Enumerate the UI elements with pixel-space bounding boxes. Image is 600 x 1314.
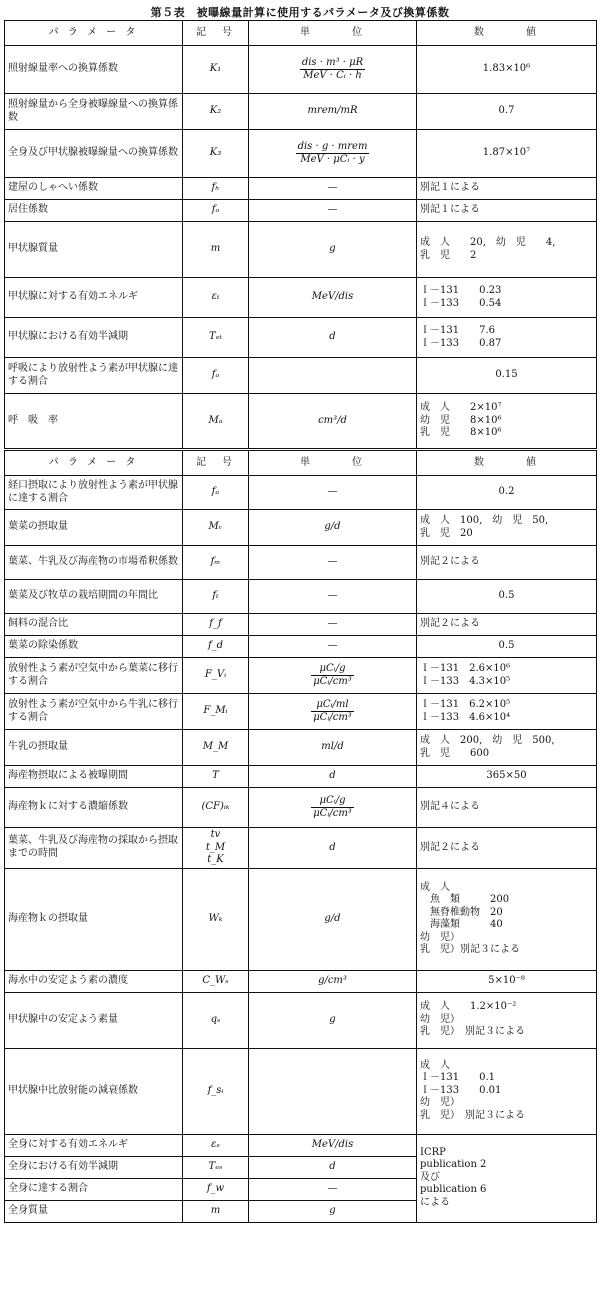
value-cell: 365×50: [417, 766, 597, 788]
header-unit: 単 位: [249, 21, 417, 46]
table-row: [5, 788, 597, 828]
value-cell: 別記２による: [417, 614, 597, 636]
symbol-cell: εₛ: [183, 1134, 249, 1156]
unit-numerator: μCᵢ/g: [311, 663, 354, 677]
value-cell: Ｉ－131 2.6×10⁶ Ｉ－133 4.3×10⁵: [417, 658, 597, 694]
value-cell: 成 人 2×10⁷ 幼 児 8×10⁶ 乳 児 8×10⁶: [417, 394, 597, 450]
param-name: 全身に達する割合: [5, 1178, 183, 1200]
value-cell: 5×10⁻⁸: [417, 970, 597, 992]
param-name: 居住係数: [5, 200, 183, 222]
unit-text: cm³/d: [318, 414, 347, 426]
table-row: [5, 730, 597, 766]
param-name: 経口摂取により放射性よう素が甲状腺に達する割合: [5, 476, 183, 510]
header-param: パ ラ メ ー タ: [5, 450, 183, 476]
unit-denominator: μCᵢ/cm³: [313, 712, 352, 723]
symbol-cell: f_sᵢ: [183, 1048, 249, 1134]
table-row: [5, 278, 597, 318]
header-unit: 単 位: [249, 450, 417, 476]
symbol-cell: fₘ: [183, 546, 249, 580]
unit-fraction: [296, 141, 370, 167]
table-row: [5, 546, 597, 580]
unit-cell: [249, 580, 417, 614]
unit-text: g: [329, 243, 336, 255]
symbol-cell: f_d: [183, 636, 249, 658]
param-name: 飼料の混合比: [5, 614, 183, 636]
symbol-cell: f_f: [183, 614, 249, 636]
unit-text: —: [327, 590, 338, 602]
value-cell: 別記１による: [417, 178, 597, 200]
unit-text: —: [327, 204, 338, 216]
header-row: [5, 21, 597, 46]
unit-text: g: [329, 1204, 336, 1216]
unit-cell: [249, 970, 417, 992]
unit-cell: [249, 476, 417, 510]
value-cell: 成 人 魚 類 200 無脊椎動物 20 海藻類 40 幼 児） 乳 児）別記３による: [417, 868, 597, 970]
table-row: [5, 868, 597, 970]
unit-fraction: [311, 699, 354, 725]
unit-text: —: [327, 1182, 338, 1194]
value-cell: 1.83×10⁶: [417, 46, 597, 94]
header-row-2: [5, 450, 597, 476]
symbol-cell: fₐ: [183, 358, 249, 394]
unit-cell: [249, 318, 417, 358]
param-name: 全身に対する有効エネルギ: [5, 1134, 183, 1156]
unit-text: d: [329, 841, 336, 853]
unit-text: d: [329, 770, 336, 782]
table-row: [5, 46, 597, 94]
unit-cell: [249, 46, 417, 94]
unit-cell: [249, 730, 417, 766]
value-cell: 0.5: [417, 636, 597, 658]
symbol-cell: Tₑₜ: [183, 318, 249, 358]
unit-cell: [249, 178, 417, 200]
unit-text: —: [327, 556, 338, 568]
unit-text: —: [327, 640, 338, 652]
header-value: 数 値: [417, 21, 597, 46]
unit-numerator: dis · g · mrem: [296, 141, 370, 155]
table-row: [5, 510, 597, 546]
symbol-cell: K₂: [183, 94, 249, 130]
unit-denominator: μCᵢ/cm³: [313, 808, 352, 819]
unit-cell: [249, 1156, 417, 1178]
unit-text: —: [327, 182, 338, 194]
unit-cell: [249, 658, 417, 694]
symbol-cell: f_w: [183, 1178, 249, 1200]
symbol-cell: fᵤ: [183, 476, 249, 510]
unit-numerator: dis · m³ · μR: [300, 57, 365, 71]
table-row: [5, 970, 597, 992]
unit-denominator: MeV · μCᵢ · y: [300, 154, 365, 165]
unit-text: MeV/dis: [311, 291, 354, 303]
symbol-cell: F_Mᵢ: [183, 694, 249, 730]
unit-denominator: μCᵢ/cm³: [313, 676, 352, 687]
header-symbol: 記 号: [183, 21, 249, 46]
param-name: 放射性よう素が空気中から牛乳に移行する割合: [5, 694, 183, 730]
symbol-cell: fₒ: [183, 200, 249, 222]
param-name: 甲状腺中比放射能の減衰係数: [5, 1048, 183, 1134]
table-row: [5, 200, 597, 222]
table-row: [5, 358, 597, 394]
unit-text: g/d: [324, 912, 341, 924]
param-name: 葉菜、牛乳及び海産物の市場希釈係数: [5, 546, 183, 580]
param-name: 葉菜及び牧草の栽培期間の年間比: [5, 580, 183, 614]
table-row: [5, 580, 597, 614]
param-name: 照射線量から全身被曝線量への換算係数: [5, 94, 183, 130]
value-cell: 0.5: [417, 580, 597, 614]
param-name: 甲状腺に対する有効エネルギ: [5, 278, 183, 318]
param-name: 海産物ｋの摂取量: [5, 868, 183, 970]
table-row: [5, 130, 597, 178]
symbol-cell: fₜ: [183, 580, 249, 614]
table-row: [5, 1134, 597, 1156]
header-param: パ ラ メ ー タ: [5, 21, 183, 46]
table-row: [5, 658, 597, 694]
unit-cell: [249, 1048, 417, 1134]
param-name: 照射線量率への換算係数: [5, 46, 183, 94]
table-row: [5, 1048, 597, 1134]
param-name: 葉菜、牛乳及び海産物の採取から摂取までの時間: [5, 828, 183, 869]
value-cell: Ｉ－131 6.2×10⁵ Ｉ－133 4.6×10⁴: [417, 694, 597, 730]
unit-fraction: [300, 57, 365, 83]
unit-cell: [249, 546, 417, 580]
table-row: [5, 614, 597, 636]
parameter-table: [4, 20, 597, 1223]
table-row: [5, 694, 597, 730]
symbol-cell: Mᵥ: [183, 510, 249, 546]
param-name: 建屋のしゃへい係数: [5, 178, 183, 200]
table-row: [5, 178, 597, 200]
value-cell: 成 人 Ｉ－131 0.1 Ｉ－133 0.01 幼 児） 乳 児） 別記３による: [417, 1048, 597, 1134]
value-cell: 0.15: [417, 358, 597, 394]
unit-cell: [249, 614, 417, 636]
symbol-cell: tv t_M t_K: [183, 828, 249, 869]
unit-cell: [249, 1178, 417, 1200]
value-cell: 成 人 200, 幼 児 500, 乳 児 600: [417, 730, 597, 766]
value-cell: 成 人 20, 幼 児 4, 乳 児 2: [417, 222, 597, 278]
table-row: [5, 476, 597, 510]
table-row: [5, 766, 597, 788]
param-name: 甲状腺中の安定よう素量: [5, 992, 183, 1048]
unit-text: g/cm³: [318, 974, 347, 986]
unit-cell: [249, 828, 417, 869]
table-row: [5, 828, 597, 869]
value-cell: 別記２による: [417, 546, 597, 580]
value-cell: 成 人 100, 幼 児 50, 乳 児 20: [417, 510, 597, 546]
value-cell: 別記１による: [417, 200, 597, 222]
symbol-cell: qₛ: [183, 992, 249, 1048]
unit-cell: [249, 200, 417, 222]
value-cell: 成 人 1.2×10⁻² 幼 児） 乳 児） 別記３による: [417, 992, 597, 1048]
unit-text: ml/d: [321, 741, 344, 753]
value-cell: 1.87×10⁷: [417, 130, 597, 178]
table-title: 第５表 被曝線量計算に使用するパラメータ及び換算係数: [150, 6, 450, 19]
table-row: [5, 318, 597, 358]
symbol-cell: Mₐ: [183, 394, 249, 450]
param-name: 甲状腺における有効半減期: [5, 318, 183, 358]
value-cell: Ｉ－131 0.23 Ｉ－133 0.54: [417, 278, 597, 318]
symbol-cell: T: [183, 766, 249, 788]
table-row: [5, 992, 597, 1048]
unit-text: MeV/dis: [311, 1138, 354, 1150]
param-name: 呼 吸 率: [5, 394, 183, 450]
unit-numerator: μCᵢ/ml: [311, 699, 354, 713]
unit-text: —: [327, 618, 338, 630]
symbol-cell: m: [183, 222, 249, 278]
symbol-cell: C_Wₛ: [183, 970, 249, 992]
unit-cell: [249, 766, 417, 788]
table-row: [5, 222, 597, 278]
param-name: 呼吸により放射性よう素が甲状腺に達する割合: [5, 358, 183, 394]
param-name: 全身及び甲状腺被曝線量への換算係数: [5, 130, 183, 178]
param-name: 全身質量: [5, 1200, 183, 1222]
value-cell-icrp: ICRP publication 2 及び publication 6 による: [417, 1134, 597, 1222]
symbol-cell: K₁: [183, 46, 249, 94]
unit-cell: [249, 358, 417, 394]
symbol-cell: Wₖ: [183, 868, 249, 970]
unit-numerator: μCᵢ/g: [311, 795, 354, 809]
value-cell: Ｉ－131 7.6 Ｉ－133 0.87: [417, 318, 597, 358]
param-name: 海産物摂取による被曝期間: [5, 766, 183, 788]
symbol-cell: Tₑₛ: [183, 1156, 249, 1178]
symbol-cell: F_Vᵢ: [183, 658, 249, 694]
unit-text: g: [329, 1013, 336, 1025]
unit-cell: [249, 222, 417, 278]
value-cell: 別記２による: [417, 828, 597, 869]
unit-text: —: [327, 486, 338, 498]
unit-cell: [249, 788, 417, 828]
unit-fraction: [311, 795, 354, 821]
param-name: 海水中の安定よう素の濃度: [5, 970, 183, 992]
unit-cell: [249, 510, 417, 546]
param-name: 放射性よう素が空気中から葉菜に移行する割合: [5, 658, 183, 694]
unit-text: d: [329, 331, 336, 343]
unit-cell: [249, 394, 417, 450]
symbol-cell: (CF)ᵢₖ: [183, 788, 249, 828]
header-symbol: 記 号: [183, 450, 249, 476]
symbol-cell: M_M: [183, 730, 249, 766]
unit-fraction: [311, 663, 354, 689]
unit-cell: [249, 130, 417, 178]
value-cell: 0.7: [417, 94, 597, 130]
param-name: 葉菜の除染係数: [5, 636, 183, 658]
param-name: 甲状腺質量: [5, 222, 183, 278]
unit-text: g/d: [324, 521, 341, 533]
value-cell: 別記４による: [417, 788, 597, 828]
unit-cell: [249, 636, 417, 658]
symbol-cell: εₜ: [183, 278, 249, 318]
unit-cell: [249, 992, 417, 1048]
unit-cell: [249, 1134, 417, 1156]
unit-cell: [249, 278, 417, 318]
param-name: 牛乳の摂取量: [5, 730, 183, 766]
header-value: 数 値: [417, 450, 597, 476]
unit-cell: [249, 868, 417, 970]
value-cell: 0.2: [417, 476, 597, 510]
param-name: 全身における有効半減期: [5, 1156, 183, 1178]
unit-cell: [249, 1200, 417, 1222]
symbol-cell: fₕ: [183, 178, 249, 200]
unit-text: d: [329, 1160, 336, 1172]
symbol-cell: K₃: [183, 130, 249, 178]
table-row: [5, 94, 597, 130]
param-name: 海産物ｋに対する濃縮係数: [5, 788, 183, 828]
unit-cell: [249, 694, 417, 730]
unit-text: mrem/mR: [307, 105, 358, 117]
unit-denominator: MeV · Cᵢ · h: [303, 70, 362, 81]
symbol-cell: m: [183, 1200, 249, 1222]
param-name: 葉菜の摂取量: [5, 510, 183, 546]
table-row: [5, 636, 597, 658]
table-row: [5, 394, 597, 450]
unit-cell: [249, 94, 417, 130]
